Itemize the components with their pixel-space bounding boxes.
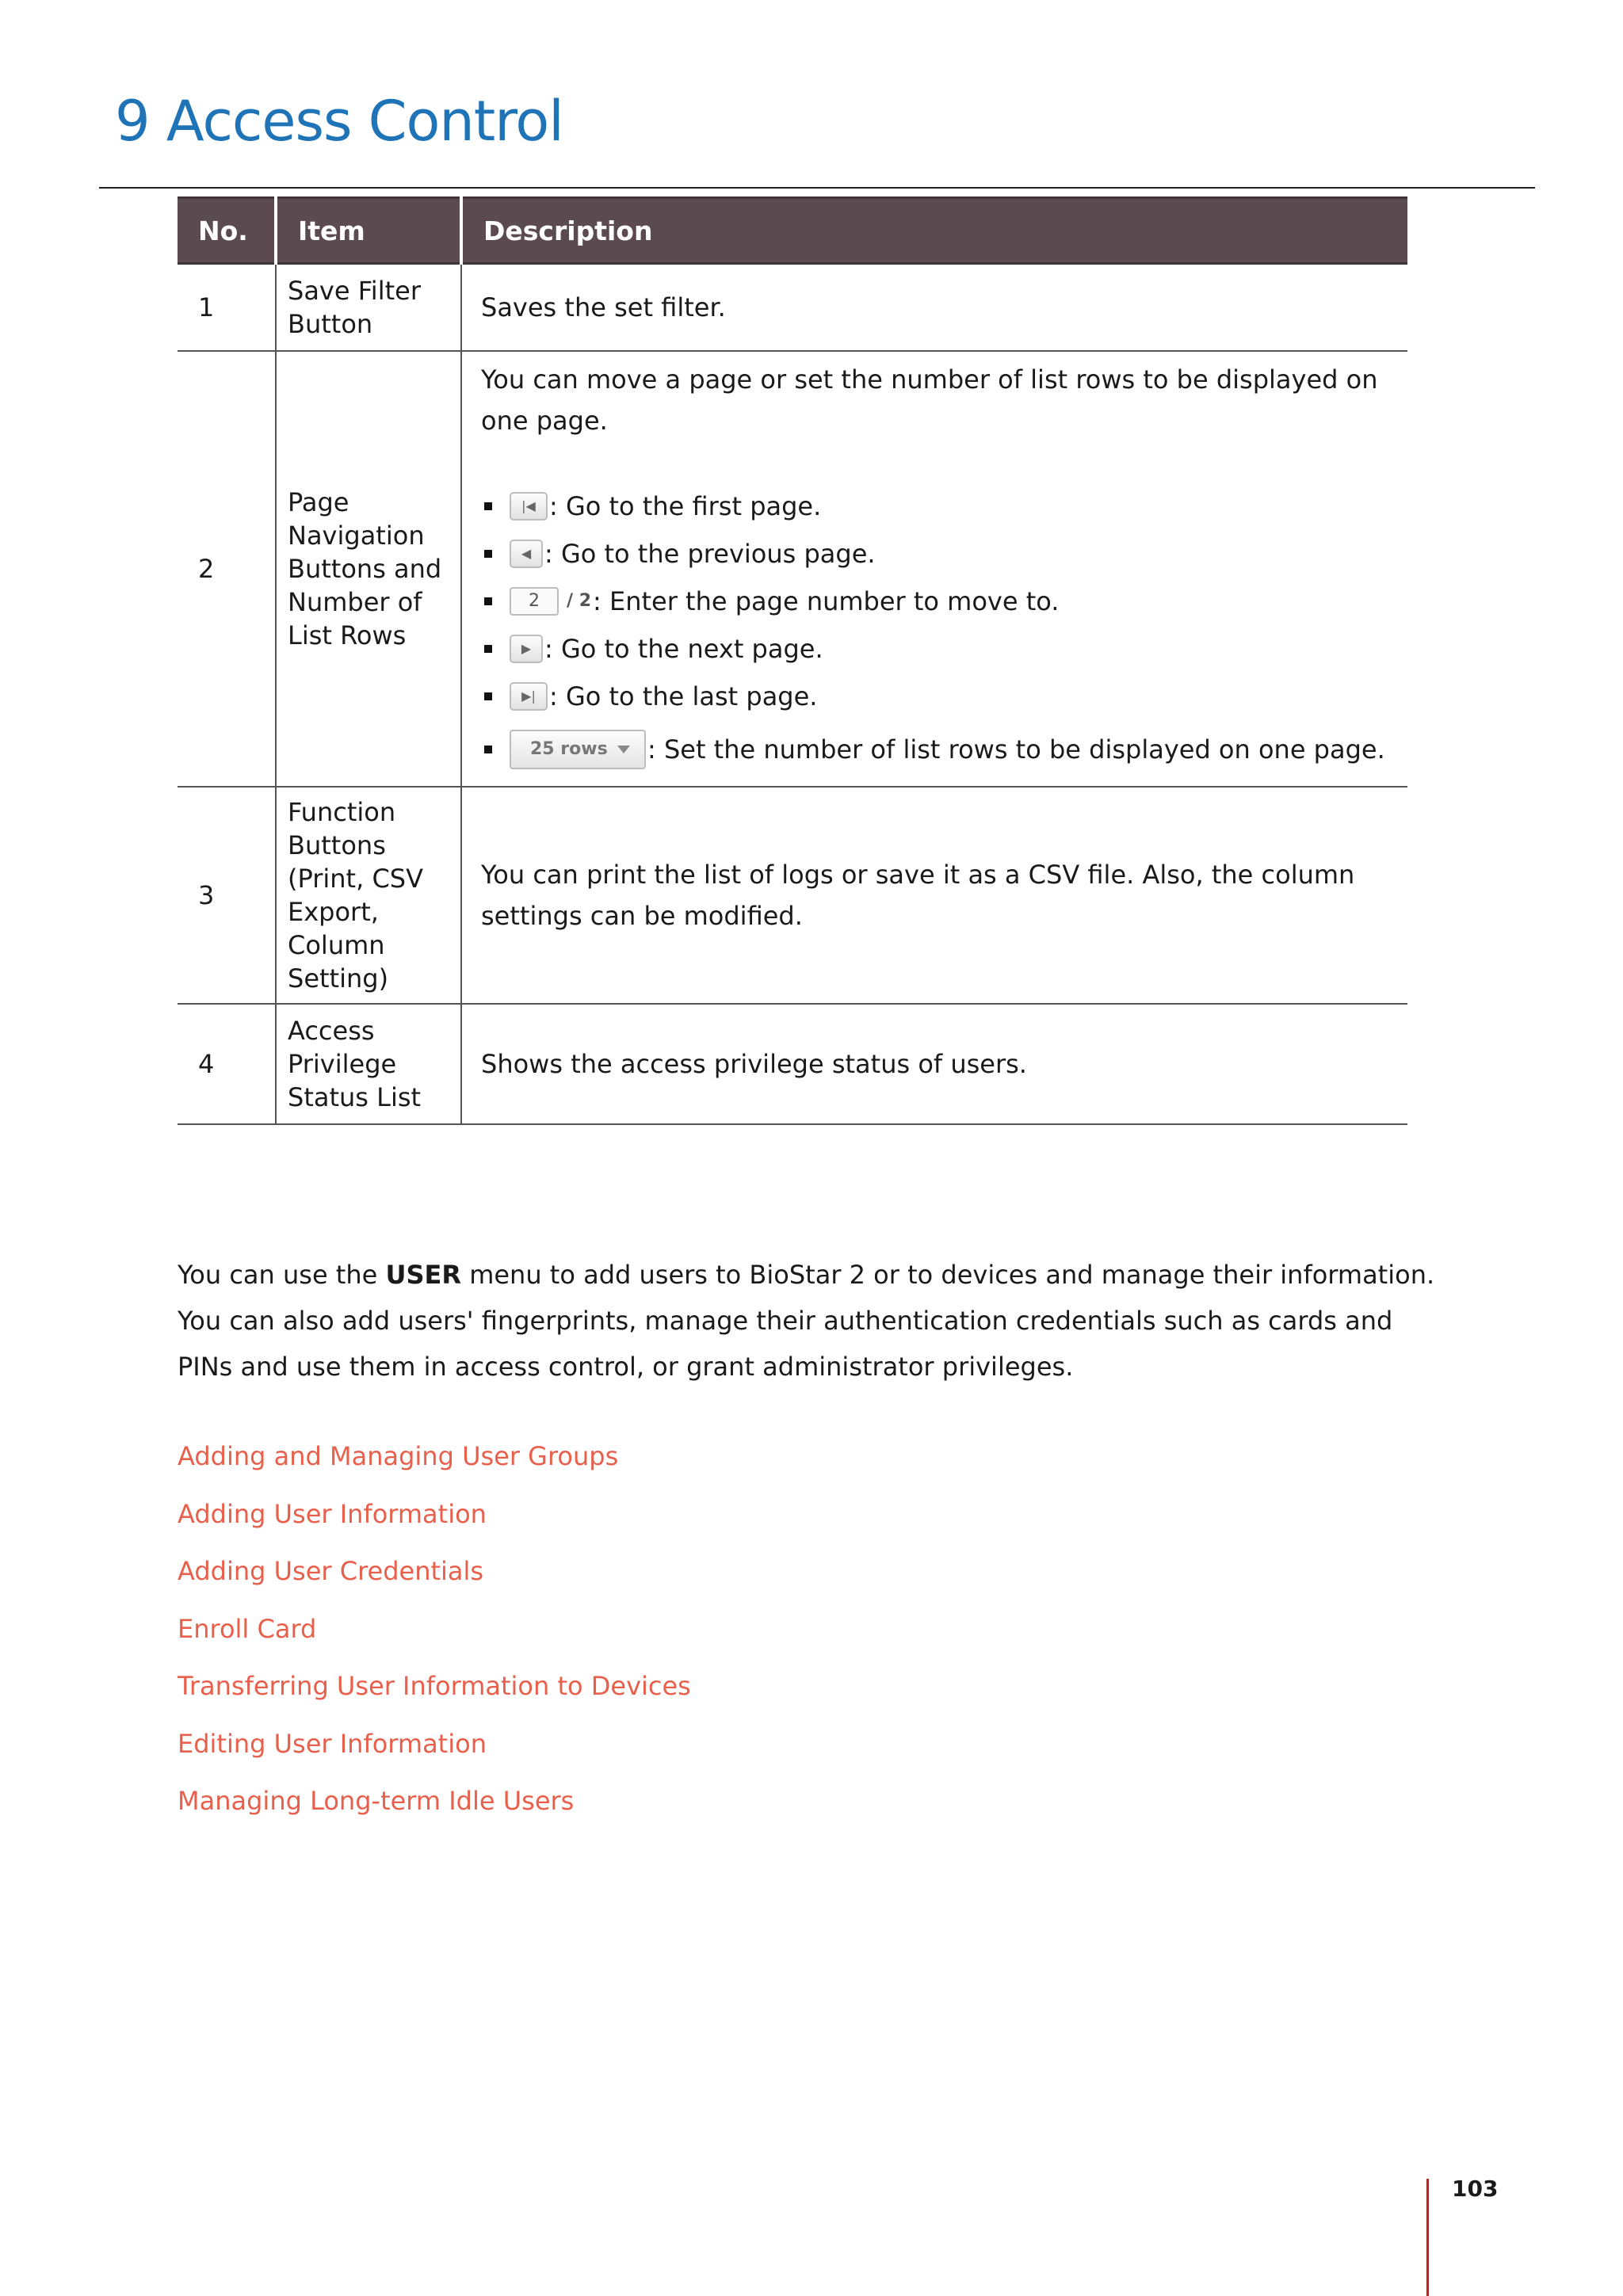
- bullet-text: : Go to the next page.: [544, 634, 823, 664]
- user-menu-name: USER: [385, 1260, 462, 1290]
- first-page-icon: |◀: [510, 492, 548, 521]
- table-row: [178, 1004, 1407, 1124]
- rows-per-page-value: 25 rows: [530, 739, 608, 759]
- header-no: No.: [178, 198, 276, 264]
- row-description: Saves the set filter.: [461, 264, 1407, 352]
- bullet-text: : Set the number of list rows to be displayed on one page.: [647, 734, 1385, 765]
- link-enroll-card[interactable]: Enroll Card: [178, 1613, 317, 1644]
- row-item: Save Filter Button: [276, 264, 461, 352]
- intro-text: You can use the: [178, 1260, 386, 1290]
- table-row: [178, 787, 1407, 1004]
- table-header-row: [178, 198, 1407, 264]
- row-number: 4: [178, 1004, 276, 1124]
- row-item: Page Navigation Buttons and Number of List Rows: [276, 351, 461, 787]
- row-description: You can print the list of logs or save it as a CSV file. Also, the column settings can be modified.: [461, 787, 1407, 1004]
- bullet-text: : Enter the page number to move to.: [593, 586, 1060, 616]
- row-number: 2: [178, 351, 276, 787]
- link-adding-user-credentials[interactable]: Adding User Credentials: [178, 1556, 484, 1586]
- row-description: Shows the access privilege status of users.: [461, 1004, 1407, 1124]
- row-number: 1: [178, 264, 276, 352]
- intro-text: menu to add users to BioStar 2 or to devices and manage their information.: [461, 1260, 1435, 1290]
- list-item: [481, 482, 1396, 530]
- link-managing-idle-users[interactable]: Managing Long-term Idle Users: [178, 1786, 575, 1816]
- page-number-value: 2: [510, 587, 559, 616]
- header-item: Item: [276, 198, 461, 264]
- header-description: Description: [461, 198, 1407, 264]
- list-item: [481, 673, 1396, 720]
- description-table: [178, 196, 1407, 1125]
- bullet-text: : Go to the first page.: [549, 491, 822, 521]
- description-intro: You can move a page or set the number of list rows to be displayed on one page.: [481, 364, 1378, 436]
- page-number: 103: [1452, 2176, 1499, 2202]
- row-number: 3: [178, 787, 276, 1004]
- chevron-down-icon: [617, 746, 630, 753]
- list-item: [481, 720, 1396, 779]
- table-row: [178, 351, 1407, 787]
- title-divider: [99, 187, 1535, 189]
- list-item: [481, 578, 1396, 625]
- navigation-button-list: [481, 482, 1396, 779]
- row-item: Function Buttons (Print, CSV Export, Column Setting): [276, 787, 461, 1004]
- link-adding-managing-user-groups[interactable]: Adding and Managing User Groups: [178, 1441, 619, 1471]
- link-transferring-user-information[interactable]: Transferring User Information to Devices: [178, 1671, 691, 1701]
- footer-divider: [1426, 2179, 1429, 2296]
- intro-line-1: [178, 1252, 1445, 1298]
- rows-per-page-select: [510, 730, 646, 769]
- next-page-icon: ▶: [510, 635, 543, 663]
- intro-line-2: You can also add users' fingerprints, manage their authentication credentials such as cards and PINs and use them in access control, or grant administrator privileges.: [178, 1306, 1393, 1382]
- last-page-icon: ▶|: [510, 682, 548, 711]
- previous-page-icon: ◀: [510, 540, 543, 568]
- list-item: [481, 530, 1396, 578]
- link-editing-user-information[interactable]: Editing User Information: [178, 1728, 487, 1759]
- intro-paragraph: [178, 1252, 1445, 1390]
- link-adding-user-information[interactable]: Adding User Information: [178, 1498, 487, 1529]
- page-number-input: [510, 585, 591, 617]
- page-total: / 2: [567, 591, 592, 611]
- row-item: Access Privilege Status List: [276, 1004, 461, 1124]
- bullet-text: : Go to the last page.: [549, 681, 818, 711]
- topic-links: [178, 1434, 691, 1836]
- chapter-title: 9 Access Control: [115, 89, 563, 154]
- list-item: [481, 625, 1396, 673]
- row-description: [461, 351, 1407, 787]
- bullet-text: : Go to the previous page.: [544, 539, 876, 569]
- table-row: [178, 264, 1407, 352]
